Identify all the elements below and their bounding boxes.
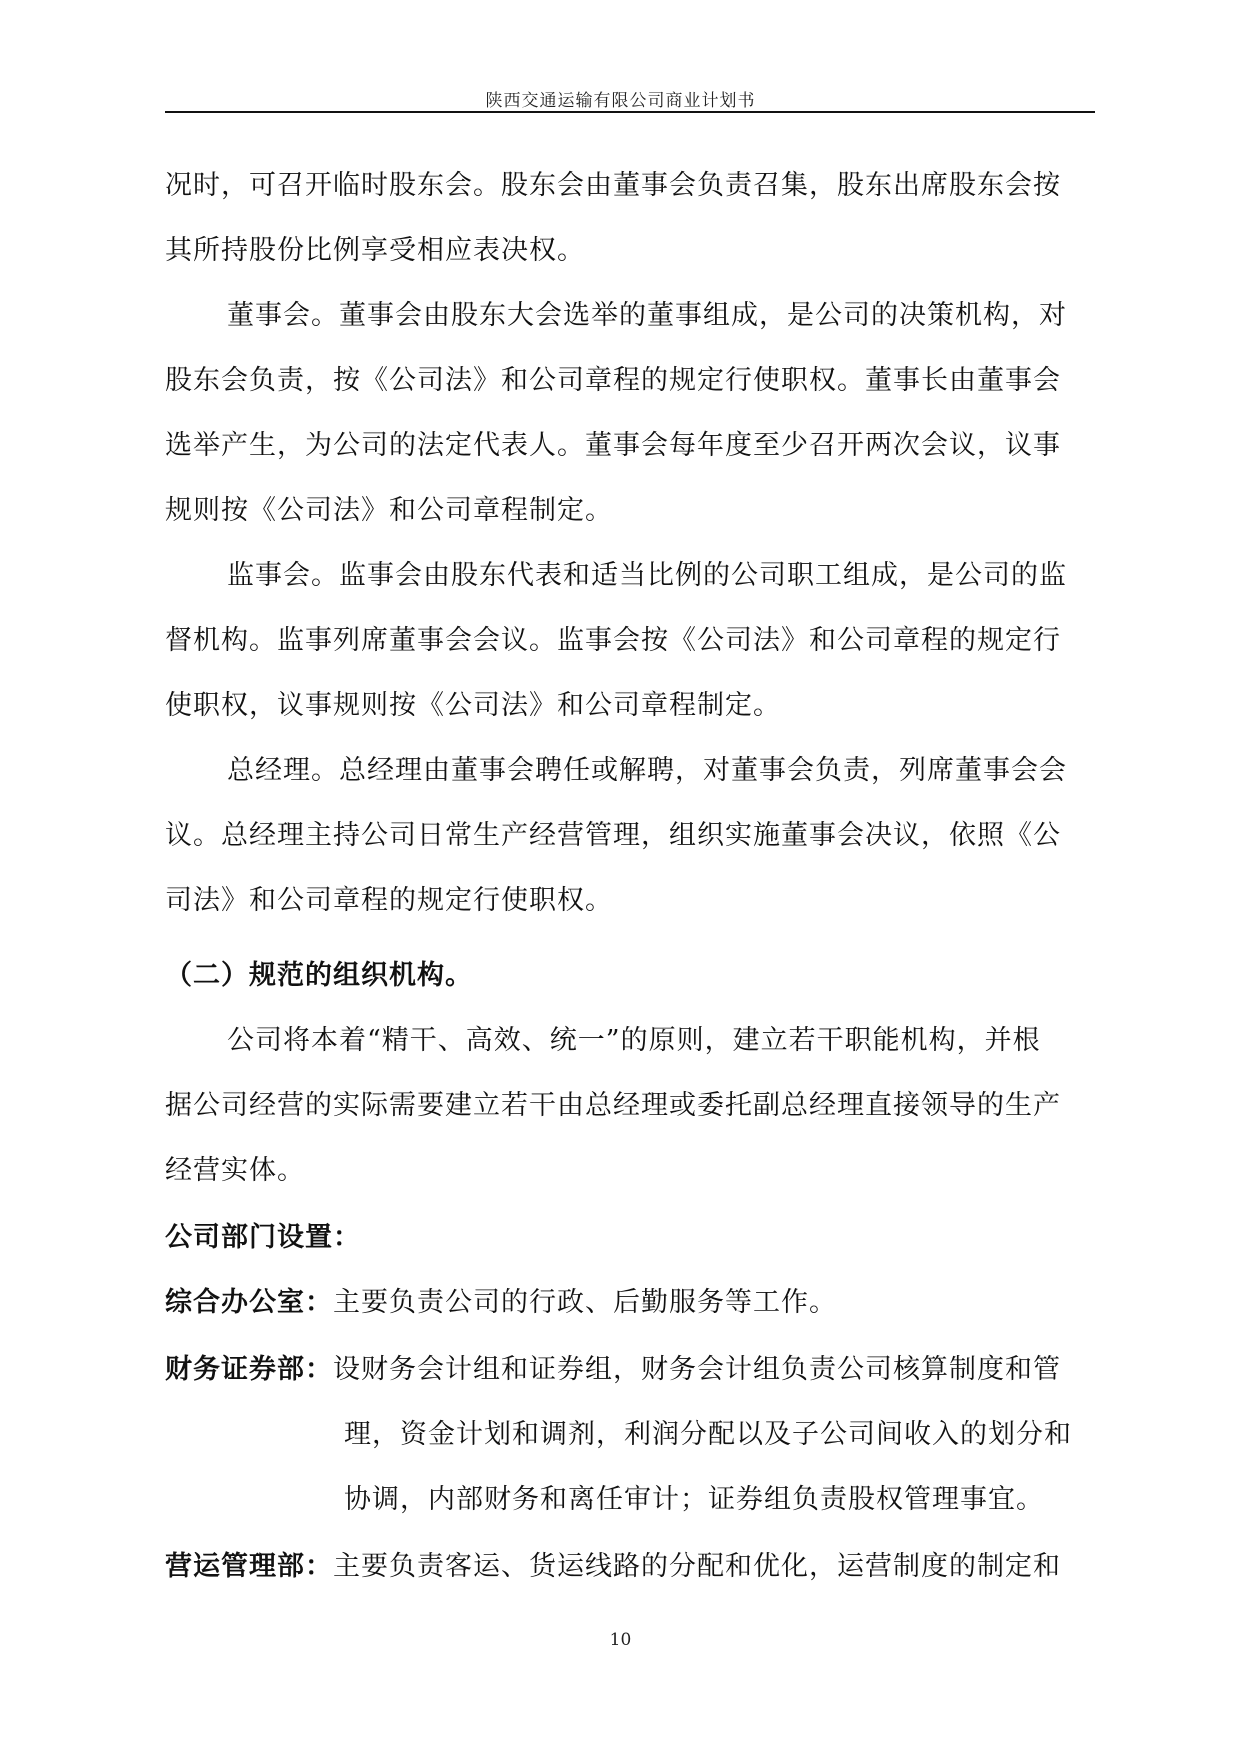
paragraph-board-line-1: 董事会。董事会由股东大会选举的董事组成，是公司的决策机构，对 bbox=[227, 300, 1067, 331]
dept-operations-entry bbox=[165, 1544, 1061, 1583]
dept-operations-desc: 主要负责客运、货运线路的分配和优化，运营制度的制定和 bbox=[333, 1551, 1061, 1582]
dept-finance-term: 财务证券部： bbox=[165, 1354, 333, 1385]
paragraph-org-line-2: 据公司经营的实际需要建立若干由总经理或委托副总经理直接领导的生产 bbox=[165, 1090, 1061, 1121]
dept-operations-term: 营运管理部： bbox=[165, 1551, 333, 1582]
dept-finance-entry bbox=[165, 1347, 1061, 1386]
paragraph-org-line-1: 公司将本着“精干、高效、统一”的原则，建立若干职能机构，并根 bbox=[227, 1025, 1041, 1056]
dept-office-entry bbox=[165, 1280, 837, 1319]
header-divider bbox=[165, 111, 1095, 113]
page-number: 10 bbox=[609, 1630, 632, 1650]
dept-office-term: 综合办公室： bbox=[165, 1287, 333, 1318]
paragraph-gm-line-3: 司法》和公司章程的规定行使职权。 bbox=[165, 885, 613, 916]
paragraph-board-line-4: 规则按《公司法》和公司章程制定。 bbox=[165, 495, 613, 526]
paragraph-1-line-1: 况时，可召开临时股东会。股东会由董事会负责召集，股东出席股东会按 bbox=[165, 170, 1061, 201]
section-heading: （二）规范的组织机构。 bbox=[165, 960, 473, 991]
dept-finance-desc-3: 协调，内部财务和离任审计；证券组负责股权管理事宜。 bbox=[344, 1484, 1044, 1515]
paragraph-supervisory-line-3: 使职权，议事规则按《公司法》和公司章程制定。 bbox=[165, 690, 781, 721]
paragraph-board-line-2: 股东会负责，按《公司法》和公司章程的规定行使职权。董事长由董事会 bbox=[165, 365, 1061, 396]
dept-office-desc: 主要负责公司的行政、后勤服务等工作。 bbox=[333, 1287, 837, 1318]
dept-finance-desc-2: 理，资金计划和调剂，利润分配以及子公司间收入的划分和 bbox=[344, 1419, 1072, 1450]
departments-heading: 公司部门设置： bbox=[165, 1222, 361, 1253]
paragraph-gm-line-2: 议。总经理主持公司日常生产经营管理，组织实施董事会决议，依照《公 bbox=[165, 820, 1061, 851]
document-title-header: 陕西交通运输有限公司商业计划书 bbox=[485, 91, 756, 111]
paragraph-1-line-2: 其所持股份比例享受相应表决权。 bbox=[165, 235, 585, 266]
paragraph-supervisory-line-2: 督机构。监事列席董事会会议。监事会按《公司法》和公司章程的规定行 bbox=[165, 625, 1061, 656]
paragraph-org-line-3: 经营实体。 bbox=[165, 1155, 305, 1186]
paragraph-board-line-3: 选举产生，为公司的法定代表人。董事会每年度至少召开两次会议，议事 bbox=[165, 430, 1061, 461]
paragraph-supervisory-line-1: 监事会。监事会由股东代表和适当比例的公司职工组成，是公司的监 bbox=[227, 560, 1067, 591]
dept-finance-desc-1: 设财务会计组和证券组，财务会计组负责公司核算制度和管 bbox=[333, 1354, 1061, 1385]
paragraph-gm-line-1: 总经理。总经理由董事会聘任或解聘，对董事会负责，列席董事会会 bbox=[227, 755, 1067, 786]
